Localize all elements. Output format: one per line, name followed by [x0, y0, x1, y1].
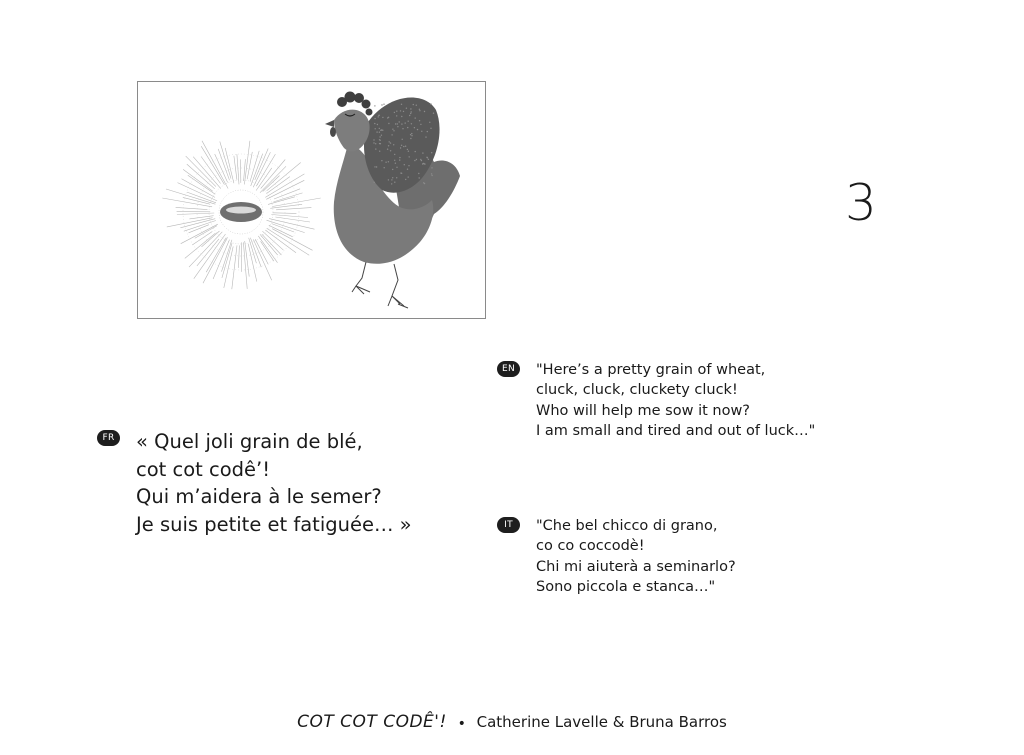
wing-texture-dot — [424, 111, 425, 112]
verse-line: co co coccodè! — [536, 538, 645, 555]
wing-texture-dot — [393, 144, 394, 145]
wing-texture-dot — [409, 115, 410, 116]
wing-texture-dot — [431, 152, 432, 153]
wing-texture-dot — [378, 116, 379, 117]
wing-texture-dot — [373, 142, 374, 143]
wing-texture-dot — [417, 129, 418, 130]
wing-texture-dot — [387, 149, 388, 150]
halo-ray — [218, 149, 229, 180]
wing-texture-dot — [415, 117, 416, 118]
wing-texture-dot — [399, 121, 400, 122]
verse-line: Chi mi aiuterà a seminarlo? — [536, 558, 736, 575]
wing-texture-dot — [411, 135, 412, 136]
verse-line: "Here’s a pretty grain of wheat, — [536, 362, 766, 378]
wing-texture-dot — [405, 179, 406, 180]
wing-texture-dot — [422, 152, 423, 153]
halo-ray — [267, 220, 305, 232]
halo-ray — [273, 213, 297, 214]
wing-texture-dot — [416, 105, 417, 106]
wing-texture-dot — [390, 150, 391, 151]
verse-line: Qui m’aidera à le semer? — [136, 485, 382, 508]
wing-texture-dot — [428, 159, 429, 160]
verse-line: "Che bel chicco di grano, — [536, 518, 718, 534]
wing-texture-dot — [374, 166, 375, 167]
wing-texture-dot — [413, 104, 414, 105]
wing-texture-dot — [385, 162, 386, 163]
wing-texture-dot — [379, 136, 380, 137]
verse-fr — [136, 428, 412, 538]
wing-texture-dot — [388, 123, 389, 124]
wing-texture-dot — [429, 122, 430, 123]
wing-texture-dot — [391, 179, 392, 180]
wing-texture-dot — [423, 163, 424, 164]
wing-texture-dot — [407, 127, 408, 128]
wing-texture-dot — [393, 130, 394, 131]
wing-texture-dot — [388, 179, 389, 180]
wing-texture-dot — [427, 131, 428, 132]
halo-ray — [177, 213, 214, 215]
verse-line: cot cot codê’! — [136, 457, 271, 481]
wing-texture-dot — [388, 161, 389, 162]
wing-texture-dot — [391, 183, 392, 184]
wing-texture-dot — [374, 123, 375, 124]
wing-texture-dot — [401, 123, 402, 124]
halo-ray — [176, 207, 208, 209]
wing-texture-dot — [381, 129, 382, 130]
wing-texture-dot — [378, 115, 379, 116]
wing-texture-dot — [381, 104, 382, 105]
wing-texture-dot — [405, 146, 406, 147]
halo-ray — [261, 241, 274, 261]
wing-texture-dot — [420, 124, 421, 125]
wing-texture-dot — [397, 123, 398, 124]
wing-texture-dot — [389, 141, 390, 142]
wing-texture-dot — [401, 104, 402, 105]
halo-ray — [255, 149, 268, 180]
wing-texture-dot — [408, 176, 409, 177]
wing-texture-dot — [390, 142, 391, 143]
wing-texture-dot — [376, 166, 377, 167]
wing-texture-dot — [431, 175, 432, 176]
wing-texture-dot — [395, 123, 396, 124]
wing-texture-dot — [388, 145, 389, 146]
wing-texture-dot — [395, 163, 396, 164]
halo-ray — [258, 236, 277, 263]
wing-texture-dot — [408, 165, 409, 166]
wing-texture-dot — [394, 112, 395, 113]
wing-texture-dot — [394, 182, 395, 183]
wing-texture-dot — [409, 156, 410, 157]
language-badge-en: EN — [497, 361, 520, 377]
verse-en — [536, 360, 815, 441]
wing-texture-dot — [373, 139, 374, 140]
wing-texture-dot — [408, 151, 409, 152]
wing-texture-dot — [400, 110, 401, 111]
halo-ray — [220, 142, 231, 179]
wing-texture-dot — [379, 143, 380, 144]
halo-ray — [182, 179, 216, 198]
wing-texture-dot — [379, 128, 380, 129]
halo-ray — [238, 245, 239, 268]
wing-texture-dot — [410, 108, 411, 109]
wing-texture-dot — [419, 110, 420, 111]
wing-texture-dot — [430, 103, 431, 104]
wing-texture-dot — [433, 113, 434, 114]
wing-texture-dot — [374, 118, 375, 119]
halo-ray — [225, 148, 234, 183]
halo-ray — [232, 245, 237, 289]
wing-texture-dot — [399, 157, 400, 158]
wing-texture-dot — [391, 134, 392, 135]
halo-ray — [201, 146, 224, 184]
wing-texture-dot — [401, 116, 402, 117]
footer-separator: • — [457, 716, 466, 732]
wing-texture-dot — [381, 135, 382, 136]
wing-texture-dot — [426, 157, 427, 158]
wing-texture-dot — [402, 128, 403, 129]
wheat-grain-icon — [220, 202, 262, 222]
wing-texture-dot — [384, 167, 385, 168]
wing-texture-dot — [388, 117, 389, 118]
halo-ray — [162, 198, 212, 207]
wing-texture-dot — [425, 136, 426, 137]
halo-ray — [197, 239, 219, 266]
wing-texture-dot — [396, 177, 397, 178]
wing-texture-dot — [419, 109, 420, 110]
wing-texture-dot — [414, 127, 415, 128]
wing-texture-dot — [411, 111, 412, 112]
wing-texture-dot — [419, 177, 420, 178]
hen-and-wheat-grain-illustration — [138, 82, 485, 318]
halo-ray — [186, 156, 216, 187]
wing-texture-dot — [416, 159, 417, 160]
wing-texture-dot — [411, 123, 412, 124]
wing-texture-dot — [422, 163, 423, 164]
wing-texture-dot — [379, 139, 380, 140]
wing-texture-dot — [408, 121, 409, 122]
book-title: COT COT CODÊ'! — [297, 712, 447, 732]
wing-texture-dot — [379, 151, 380, 152]
wing-texture-dot — [399, 159, 400, 160]
halo-ray — [181, 224, 218, 244]
hen-icon — [325, 92, 460, 309]
wing-texture-dot — [404, 164, 405, 165]
wing-texture-dot — [431, 167, 432, 168]
wing-texture-dot — [383, 104, 384, 105]
wing-texture-dot — [394, 160, 395, 161]
wing-texture-dot — [407, 169, 408, 170]
wing-texture-dot — [375, 128, 376, 129]
wing-texture-dot — [410, 138, 411, 139]
wing-texture-dot — [397, 126, 398, 127]
wing-texture-dot — [421, 160, 422, 161]
book-authors: Catherine Lavelle & Bruna Barros — [476, 713, 727, 731]
page-number: 3 — [845, 174, 877, 232]
verse-line: I am small and tired and out of luck…" — [536, 422, 816, 439]
halo-ray — [269, 219, 314, 230]
wing-texture-dot — [396, 115, 397, 116]
wing-texture-dot — [392, 129, 393, 130]
wing-texture-dot — [418, 173, 419, 174]
verse-line: cluck, cluck, cluckety cluck! — [536, 382, 738, 399]
wing-texture-dot — [420, 159, 421, 160]
wing-texture-dot — [382, 117, 383, 118]
wing-texture-dot — [377, 124, 378, 125]
wing-texture-dot — [423, 182, 424, 183]
wing-texture-dot — [414, 160, 415, 161]
verse-line: « Quel joli grain de blé, — [136, 430, 363, 453]
halo-ray — [276, 208, 311, 210]
wing-texture-dot — [401, 173, 402, 174]
wing-texture-dot — [406, 108, 407, 109]
wing-texture-dot — [407, 149, 408, 150]
wing-texture-dot — [403, 146, 404, 147]
wing-texture-dot — [410, 113, 411, 114]
page-footer — [0, 711, 1024, 734]
wing-texture-dot — [392, 169, 393, 170]
wing-texture-dot — [379, 132, 380, 133]
wing-texture-dot — [381, 160, 382, 161]
wing-texture-dot — [410, 134, 411, 135]
language-badge-it: IT — [497, 517, 520, 533]
halo-ray — [266, 177, 290, 194]
wing-texture-dot — [415, 151, 416, 152]
verse-line: Sono piccola e stanca…" — [536, 578, 716, 595]
wing-texture-dot — [396, 167, 397, 168]
wing-texture-dot — [375, 143, 376, 144]
wing-texture-dot — [411, 133, 412, 134]
halo-ray — [267, 228, 310, 255]
halo-ray — [253, 239, 271, 280]
language-badge-fr: FR — [97, 430, 120, 446]
wing-texture-dot — [400, 147, 401, 148]
wing-texture-dot — [375, 148, 376, 149]
wing-texture-dot — [421, 131, 422, 132]
halo-ray — [243, 242, 247, 289]
halo-ray — [234, 156, 237, 180]
wing-texture-dot — [396, 111, 397, 112]
wing-texture-dot — [392, 177, 393, 178]
wing-texture-dot — [402, 139, 403, 140]
wing-texture-dot — [431, 173, 432, 174]
halo-ray — [250, 238, 261, 267]
wing-texture-dot — [419, 120, 420, 121]
wing-texture-dot — [374, 182, 375, 183]
wing-texture-dot — [405, 122, 406, 123]
verse-line: Je suis petite et fatiguée… » — [136, 512, 412, 536]
wing-texture-dot — [374, 105, 375, 106]
wing-texture-dot — [401, 145, 402, 146]
wing-texture-dot — [430, 128, 431, 129]
wing-texture-dot — [403, 111, 404, 112]
wing-texture-dot — [376, 131, 377, 132]
verse-line: Who will help me sow it now? — [536, 402, 751, 419]
illustration-frame — [137, 81, 486, 319]
wing-texture-dot — [394, 154, 395, 155]
verse-it — [536, 516, 736, 597]
